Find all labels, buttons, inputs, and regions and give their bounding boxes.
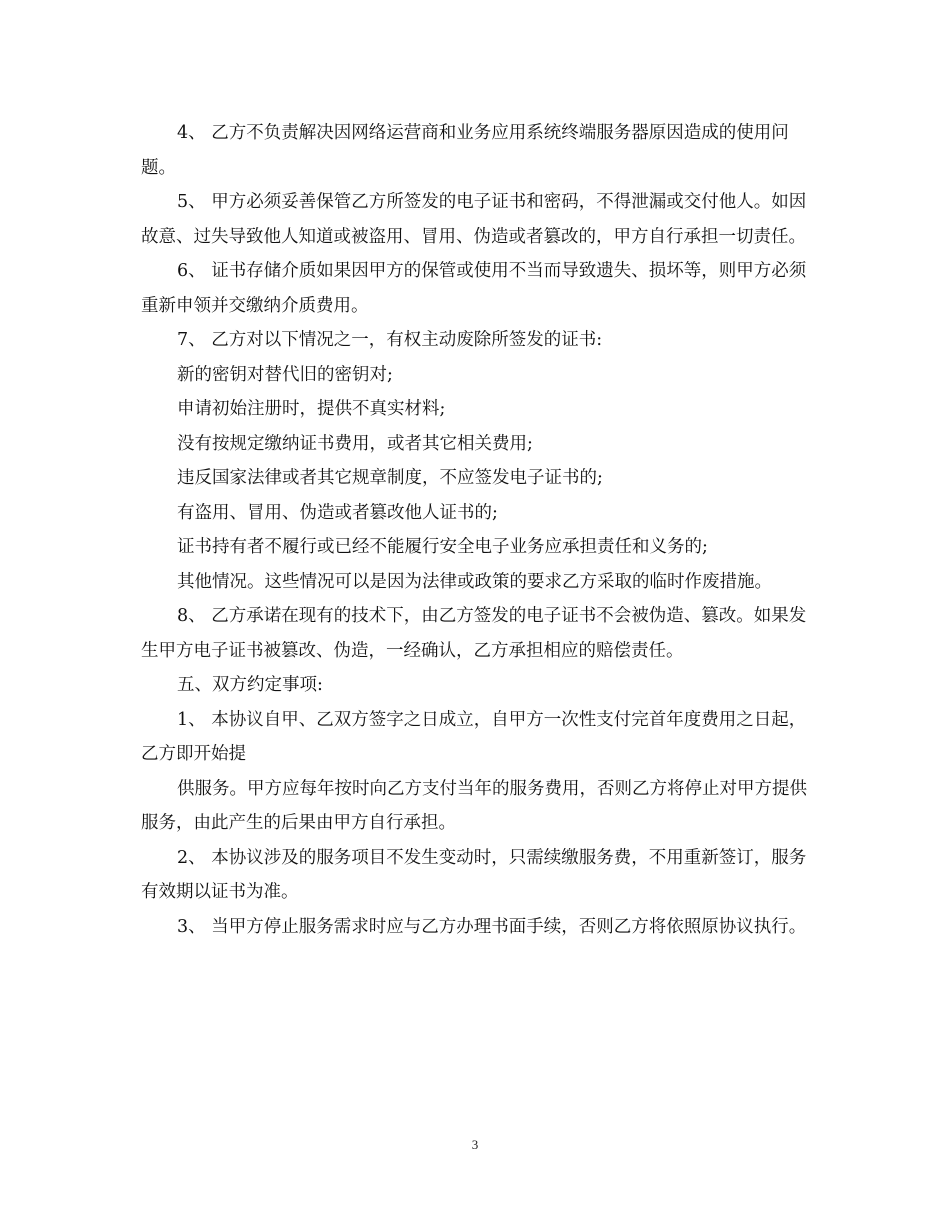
paragraph-agreement-2: 2、 本协议涉及的服务项目不发生变动时，只需续缴服务费，不用重新签订，服务有效期以证书为准。 <box>141 847 807 902</box>
paragraph-revocation-item-5: 有盗用、冒用、伪造或者篡改他人证书的; <box>177 502 498 523</box>
paragraph-revocation-item-1: 新的密钥对替代旧的密钥对; <box>177 364 393 385</box>
paragraph-clause-8: 8、 乙方承诺在现有的技术下，由乙方签发的电子证书不会被伪造、篡改。如果发生甲方电子证书被篡改、伪造，一经确认，乙方承担相应的赔偿责任。 <box>141 606 807 661</box>
paragraph-revocation-item-7: 其他情况。这些情况可以是因为法律或政策的要求乙方采取的临时作废措施。 <box>177 571 772 592</box>
page-number: 3 <box>471 1137 479 1152</box>
document-body <box>141 116 816 944</box>
paragraph-clause-6: 6、 证书存储介质如果因甲方的保管或使用不当而导致遗失、损坏等，则甲方必须重新申领并交缴纳介质费用。 <box>141 261 807 316</box>
paragraph-clause-5: 5、 甲方必须妥善保管乙方所签发的电子证书和密码，不得泄漏或交付他人。如因故意、过失导致他人知道或被盗用、冒用、伪造或者篡改的，甲方自行承担一切责任。 <box>141 192 807 247</box>
paragraph-agreement-1: 1、 本协议自甲、乙双方签字之日成立，自甲方一次性支付完首年度费用之日起，乙方即开始提 <box>141 709 807 764</box>
paragraph-clause-4: 4、 乙方不负责解决因网络运营商和业务应用系统终端服务器原因造成的使用问题。 <box>141 123 789 178</box>
paragraph-agreement-3: 3、 当甲方停止服务需求时应与乙方办理书面手续，否则乙方将依照原协议执行。 <box>177 916 807 937</box>
paragraph-revocation-item-4: 违反国家法律或者其它规章制度，不应签发电子证书的; <box>177 468 603 488</box>
paragraph-revocation-item-6: 证书持有者不履行或已经不能履行安全电子业务应承担责任和义务的; <box>177 537 708 557</box>
paragraph-clause-7: 7、 乙方对以下情况之一，有权主动废除所签发的证书: <box>177 330 603 350</box>
paragraph-agreement-1-continued: 供服务。甲方应每年按时向乙方支付当年的服务费用，否则乙方将停止对甲方提供服务，由此产生的后果由甲方自行承担。 <box>141 778 807 833</box>
paragraph-revocation-item-2: 申请初始注册时，提供不真实材料; <box>177 399 446 419</box>
section-heading-mutual-agreements: 五、双方约定事项: <box>177 675 323 695</box>
paragraph-revocation-item-3: 没有按规定缴纳证书费用，或者其它相关费用; <box>177 433 533 454</box>
